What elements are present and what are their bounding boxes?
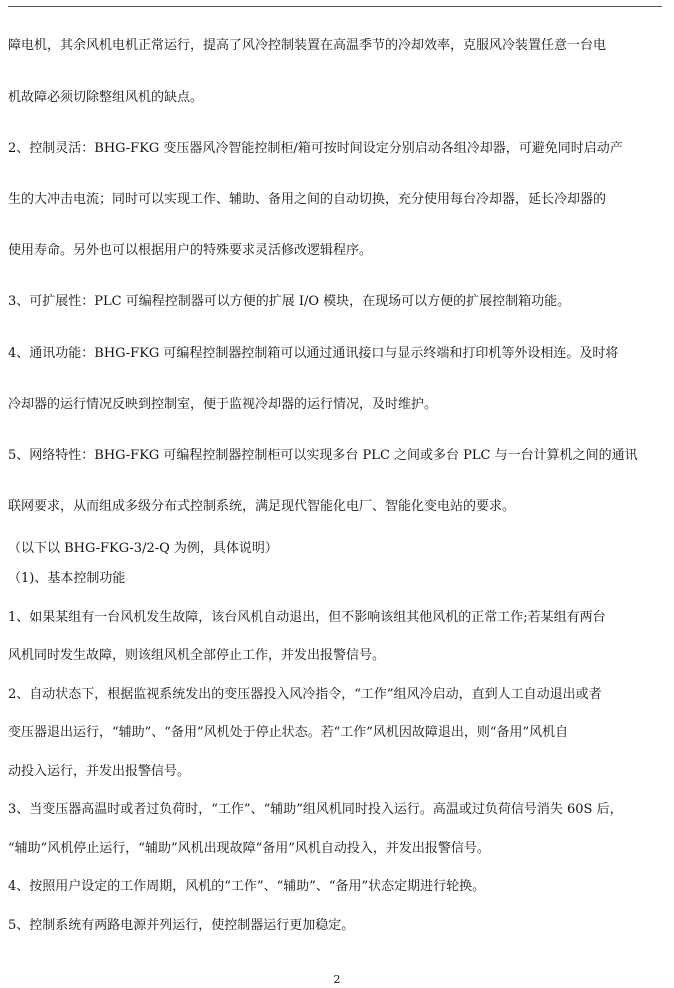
text-line-18: 3、当变压器高温时或者过负荷时，“工作”、“辅助”组风机同时投入运行。高温或过负荷信号消失 60S 后， [8, 802, 623, 817]
text-line-11: （以下以 BHG-FKG-3/2-Q 为例，具体说明） [8, 541, 278, 556]
text-line-13: 1、如果某组有一台风机发生故障，该台风机自动退出，但不影响该组其他风机的正常工作;若某组有两台 [8, 610, 606, 625]
text-line-2: 机故障必须切除整组风机的缺点。 [8, 90, 204, 105]
page-number: 2 [333, 973, 341, 986]
text-line-14: 风机同时发生故障，则该组风机全部停止工作，并发出报警信号。 [8, 648, 386, 663]
text-line-3: 2、控制灵活：BHG-FKG 变压器风冷智能控制柜/箱可按时间设定分别启动各组冷却器，可避免同时启动产 [8, 141, 623, 156]
text-line-6: 3、可扩展性：PLC 可编程控制器可以方便的扩展 I/O 模块，在现场可以方便的扩展控制箱功能。 [8, 294, 571, 309]
text-line-9: 5、网络特性：BHG-FKG 可编程控制器控制柜可以实现多台 PLC 之间或多台 PLC 与一台计算机之间的通讯 [8, 448, 638, 463]
text-line-4: 生的大冲击电流；同时可以实现工作、辅助、备用之间的自动切换，充分使用每台冷却器，延长冷却器的 [8, 192, 607, 207]
text-line-20: 4、按照用户设定的工作周期，风机的“工作”、“辅助”、“备用”状态定期进行轮换。 [8, 879, 486, 894]
text-line-7: 4、通讯功能：BHG-FKG 可编程控制器控制箱可以通过通讯接口与显示终端和打印机等外设相连。及时将 [8, 346, 619, 361]
text-line-21: 5、控制系统有两路电源并列运行，使控制器运行更加稳定。 [8, 918, 355, 933]
text-line-17: 动投入运行，并发出报警信号。 [8, 764, 191, 779]
text-line-5: 使用寿命。另外也可以根据用户的特殊要求灵活修改逻辑程序。 [8, 243, 373, 258]
text-line-1: 障电机，其余风机电机正常运行，提高了风冷控制装置在高温季节的冷却效率，克服风冷装置任意一台电 [8, 38, 607, 53]
section-heading: （1)、基本控制功能 [8, 571, 126, 586]
text-line-19: “辅助”风机停止运行，“辅助”风机出现故障“备用”风机自动投入，并发出报警信号。 [8, 841, 490, 856]
header-rule [8, 6, 662, 7]
text-line-8: 冷却器的运行情况反映到控制室，便于监视冷却器的运行情况，及时维护。 [8, 397, 438, 412]
text-line-10: 联网要求，从而组成多级分布式控制系统，满足现代智能化电厂、智能化变电站的要求。 [8, 499, 516, 514]
text-line-15: 2、自动状态下，根据监视系统发出的变压器投入风冷指令，“工作”组风冷启动，直到人工自动退出或者 [8, 687, 602, 702]
text-line-16: 变压器退出运行，“辅助”、“备用”风机处于停止状态。若“工作”风机因故障退出，则“备用”风机自 [8, 725, 569, 740]
